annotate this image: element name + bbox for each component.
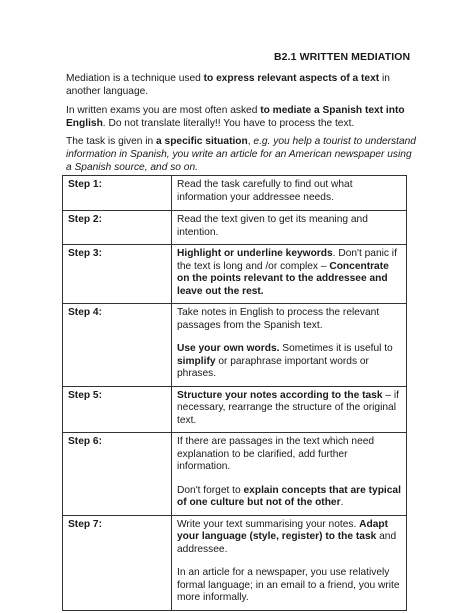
bold-text: a specific situation	[156, 136, 248, 147]
text-span: The task is given in	[66, 136, 157, 147]
table-row	[63, 304, 407, 387]
bold-text: Structure your notes according to the task	[177, 389, 383, 401]
step-content	[172, 245, 407, 304]
text-span: in another language.	[66, 73, 390, 97]
bold-text: Use your own words.	[177, 343, 280, 354]
step-label: Step 1:	[63, 176, 172, 211]
step-content	[172, 386, 407, 433]
step-content	[172, 176, 407, 211]
text-span: Don't forget to	[177, 484, 244, 496]
document-title: B2.1 WRITTEN MEDIATION	[274, 51, 411, 63]
text-span: Read the task carefully to find out what information your addressee needs.	[177, 179, 353, 203]
step-text: If there are passages in the text which need explanation to be clarified, add further information.	[177, 436, 375, 472]
text-span: Sometimes it is useful to	[279, 343, 393, 354]
intro-paragraph-1	[66, 72, 416, 98]
step-content	[172, 433, 407, 516]
text-span: Mediation is a technique used	[66, 73, 204, 84]
table-row	[63, 515, 407, 610]
table-row	[63, 211, 407, 245]
text-span: .	[340, 497, 344, 508]
step-content	[172, 211, 407, 245]
bold-text: simplify	[177, 355, 216, 367]
bold-text: Concentrate on the points relevant to the addressee and leave out the rest.	[177, 260, 389, 297]
text-span: ,	[247, 136, 254, 147]
intro-paragraph-3	[66, 135, 416, 174]
text-span: . Do not translate literally!! You have to process the text.	[102, 118, 355, 129]
italic-text: e.g. you help a tourist to understand information in Spanish, you write an article for an American newspaper using a Spanish source, and so on.	[66, 136, 416, 173]
table-row	[63, 176, 407, 211]
step-label: Step 4:	[63, 304, 172, 387]
step-text: Take notes in English to process the relevant passages from the Spanish text.	[177, 307, 380, 331]
step-label: Step 7:	[63, 515, 172, 610]
bold-text: Highlight or underline keywords	[177, 248, 333, 259]
step-label: Step 2:	[63, 211, 172, 245]
step-subtext	[177, 343, 401, 381]
step-subtext: In an article for a newspaper, you use relatively formal language; in an email to a friend, you write more informally.	[177, 567, 400, 603]
bold-text: explain concepts that are typical of one culture but not of the other	[177, 484, 401, 508]
text-span: Write your text summarising your notes.	[177, 518, 360, 530]
bold-text: to mediate a Spanish text into English	[66, 105, 405, 129]
text-span: – if necessary, rearrange the structure of the original text.	[177, 389, 399, 426]
table-row	[63, 245, 407, 304]
step-text	[177, 519, 401, 557]
step-label: Step 5:	[63, 386, 172, 433]
bold-text: to express relevant aspects of a text	[203, 73, 380, 84]
text-span: In written exams you are most often asked	[66, 105, 261, 116]
step-label: Step 6:	[63, 433, 172, 516]
intro-paragraph-2	[66, 104, 416, 130]
step-content	[172, 304, 407, 387]
steps-table	[62, 175, 407, 611]
step-content	[172, 515, 407, 610]
table-row	[63, 386, 407, 433]
step-label: Step 3:	[63, 245, 172, 304]
bold-text: Adapt your language (style, register) to the task	[177, 518, 388, 542]
text-span: or paraphrase important words or phrases.	[177, 355, 369, 379]
text-span: and addressee.	[177, 531, 397, 555]
step-subtext	[177, 485, 401, 510]
text-span: Read the text given to get its meaning and intention.	[177, 214, 368, 238]
table-row	[63, 433, 407, 516]
text-span: . Don't panic if the text is long and /or complex –	[177, 248, 397, 272]
